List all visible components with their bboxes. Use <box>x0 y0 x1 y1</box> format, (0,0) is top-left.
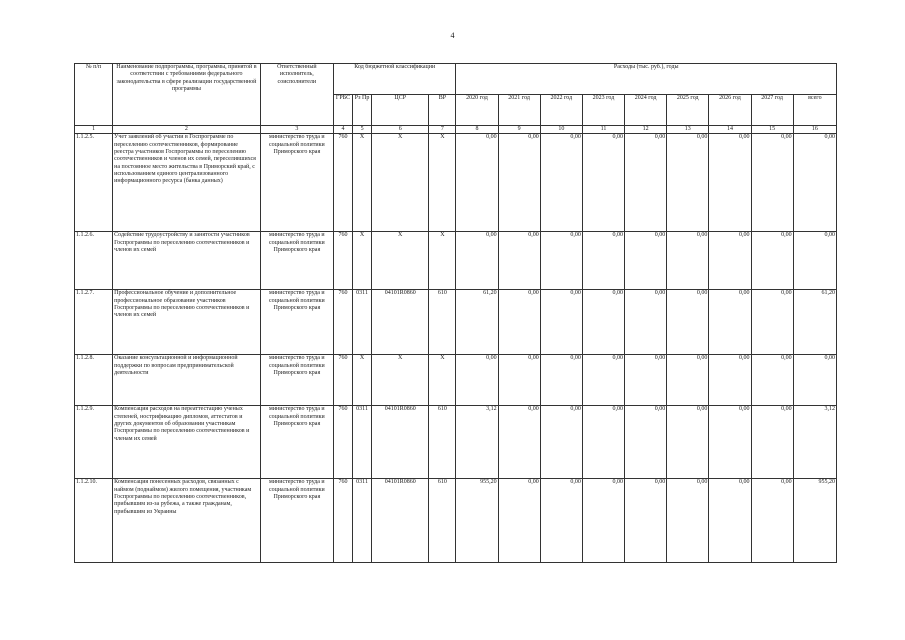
row-year-value: 0,00 <box>625 232 667 290</box>
row-year-value: 0,00 <box>540 134 582 232</box>
row-name: Компенсация расходов на переаттестацию ученых степеней, нострификацию дипломов, аттестатов и других документов об образовании участникам Госпрограммы по переселению соотечественников и членам их семей <box>113 406 261 479</box>
header-grbs: ГРБС <box>333 95 352 126</box>
row-year-value: 0,00 <box>751 134 793 232</box>
column-number: 5 <box>353 126 372 134</box>
row-rzpr: X <box>353 232 372 290</box>
row-year-value: 0,00 <box>498 406 540 479</box>
row-year-value: 0,00 <box>582 134 624 232</box>
row-year-value: 0,00 <box>582 355 624 406</box>
column-number: 14 <box>709 126 751 134</box>
row-year-value: 0,00 <box>456 355 498 406</box>
column-number: 4 <box>333 126 352 134</box>
header-num: № п/п <box>75 64 113 126</box>
row-vr: 610 <box>429 479 456 563</box>
column-number-row <box>75 126 837 134</box>
row-year-value: 0,00 <box>667 355 709 406</box>
header-csr: ЦСР <box>372 95 429 126</box>
header-year: 2022 год <box>540 95 582 126</box>
row-year-value: 0,00 <box>456 134 498 232</box>
row-name: Содействие трудоустройству и занятости участников Госпрограммы по переселению соотечественников и членов их семей <box>113 232 261 290</box>
row-year-value: 0,00 <box>709 290 751 355</box>
row-year-value: 0,00 <box>751 479 793 563</box>
table-row <box>75 134 837 232</box>
row-year-value: 0,00 <box>667 290 709 355</box>
table-row <box>75 355 837 406</box>
header-vr: ВР <box>429 95 456 126</box>
header-budget-code: Код бюджетной классификации <box>333 64 455 95</box>
row-grbs: 760 <box>333 134 352 232</box>
row-total-value: 0,00 <box>793 134 836 232</box>
row-vr: 610 <box>429 290 456 355</box>
row-year-value: 0,00 <box>540 355 582 406</box>
row-year-value: 0,00 <box>540 406 582 479</box>
row-year-value: 3,12 <box>456 406 498 479</box>
row-executor: министерство труда и социальной политики Приморского края <box>260 134 333 232</box>
row-total-value: 61,20 <box>793 290 836 355</box>
table-row <box>75 479 837 563</box>
row-rzpr: 0311 <box>353 479 372 563</box>
row-year-value: 0,00 <box>751 355 793 406</box>
column-number: 2 <box>113 126 261 134</box>
row-year-value: 0,00 <box>751 290 793 355</box>
header-expenses: Расходы (тыс. руб.), годы <box>456 64 837 95</box>
row-total-value: 0,00 <box>793 355 836 406</box>
row-number: 1.1.2.5. <box>75 134 113 232</box>
budget-table <box>74 63 837 563</box>
row-csr: X <box>372 134 429 232</box>
column-number: 12 <box>625 126 667 134</box>
header-year: 2020 год <box>456 95 498 126</box>
row-grbs: 760 <box>333 232 352 290</box>
row-number: 1.1.2.8. <box>75 355 113 406</box>
row-year-value: 0,00 <box>498 479 540 563</box>
row-year-value: 0,00 <box>667 232 709 290</box>
column-number: 15 <box>751 126 793 134</box>
header-year: 2023 год <box>582 95 624 126</box>
row-year-value: 0,00 <box>751 232 793 290</box>
row-csr: 04101R0860 <box>372 406 429 479</box>
row-csr: 04101R0860 <box>372 479 429 563</box>
column-number: 9 <box>498 126 540 134</box>
row-year-value: 0,00 <box>540 479 582 563</box>
row-year-value: 0,00 <box>751 406 793 479</box>
row-year-value: 0,00 <box>582 290 624 355</box>
row-total-value: 0,00 <box>793 232 836 290</box>
row-year-value: 0,00 <box>667 134 709 232</box>
table-row <box>75 232 837 290</box>
row-year-value: 0,00 <box>456 232 498 290</box>
table-row <box>75 290 837 355</box>
row-year-value: 0,00 <box>625 355 667 406</box>
row-executor: министерство труда и социальной политики Приморского края <box>260 290 333 355</box>
header-total: всего <box>793 95 836 126</box>
header-year: 2027 год <box>751 95 793 126</box>
column-number: 11 <box>582 126 624 134</box>
row-name: Учет заявлений об участии в Госпрограмме по переселению соотечественников, формирование реестра участников Госпрограммы по переселению соотечественников и членов их семей, переселившихся на постоянное место жительства в Приморский край, с использованием единого централизованного информационного ресурса (банка данных) <box>113 134 261 232</box>
row-grbs: 760 <box>333 406 352 479</box>
row-year-value: 0,00 <box>625 479 667 563</box>
header-name: Наименование подпрограммы, программы, принятой в соответствии с требованиями федерального законодательства в сфере реализации государственной программы <box>113 64 261 126</box>
header-year: 2024 год <box>625 95 667 126</box>
column-number: 8 <box>456 126 498 134</box>
row-year-value: 0,00 <box>709 406 751 479</box>
row-vr: X <box>429 355 456 406</box>
row-total-value: 955,20 <box>793 479 836 563</box>
column-number: 13 <box>667 126 709 134</box>
row-year-value: 0,00 <box>582 479 624 563</box>
row-year-value: 0,00 <box>625 406 667 479</box>
page-number: 4 <box>450 31 455 40</box>
row-vr: 610 <box>429 406 456 479</box>
row-executor: министерство труда и социальной политики Приморского края <box>260 479 333 563</box>
column-number: 1 <box>75 126 113 134</box>
row-vr: X <box>429 232 456 290</box>
row-year-value: 0,00 <box>667 406 709 479</box>
row-year-value: 0,00 <box>709 355 751 406</box>
row-rzpr: X <box>353 355 372 406</box>
row-csr: 04101R0860 <box>372 290 429 355</box>
row-number: 1.1.2.10. <box>75 479 113 563</box>
row-csr: X <box>372 232 429 290</box>
row-grbs: 760 <box>333 479 352 563</box>
row-year-value: 0,00 <box>498 290 540 355</box>
column-number: 3 <box>260 126 333 134</box>
column-number: 7 <box>429 126 456 134</box>
row-year-value: 0,00 <box>582 406 624 479</box>
row-year-value: 0,00 <box>582 232 624 290</box>
row-csr: X <box>372 355 429 406</box>
header-year: 2021 год <box>498 95 540 126</box>
row-executor: министерство труда и социальной политики Приморского края <box>260 406 333 479</box>
column-number: 10 <box>540 126 582 134</box>
header-year: 2025 год <box>667 95 709 126</box>
column-number: 16 <box>793 126 836 134</box>
row-year-value: 0,00 <box>709 134 751 232</box>
table-row <box>75 406 837 479</box>
row-name: Оказание консультационной и информационной поддержки по вопросам предпринимательской деятельности <box>113 355 261 406</box>
row-name: Профессиональное обучение и дополнительное профессиональное образование участников Госпрограммы по переселению соотечественников и членов их семей <box>113 290 261 355</box>
row-vr: X <box>429 134 456 232</box>
row-year-value: 0,00 <box>709 479 751 563</box>
row-year-value: 0,00 <box>498 232 540 290</box>
row-grbs: 760 <box>333 290 352 355</box>
row-number: 1.1.2.9. <box>75 406 113 479</box>
row-year-value: 0,00 <box>498 134 540 232</box>
row-year-value: 955,20 <box>456 479 498 563</box>
row-rzpr: 0311 <box>353 406 372 479</box>
row-executor: министерство труда и социальной политики Приморского края <box>260 232 333 290</box>
row-year-value: 0,00 <box>709 232 751 290</box>
column-number: 6 <box>372 126 429 134</box>
row-year-value: 0,00 <box>625 134 667 232</box>
header-executor: Ответственный исполнитель, соисполнители <box>260 64 333 126</box>
row-total-value: 3,12 <box>793 406 836 479</box>
row-name: Компенсация понесенных расходов, связанных с наймом (поднаймом) жилого помещения, участникам Госпрограммы по переселению соотечественников, прибывшим из-за рубежа, а также гражданам, прибывшим из Украины <box>113 479 261 563</box>
row-number: 1.1.2.7. <box>75 290 113 355</box>
row-year-value: 0,00 <box>498 355 540 406</box>
row-rzpr: X <box>353 134 372 232</box>
row-grbs: 760 <box>333 355 352 406</box>
row-rzpr: 0311 <box>353 290 372 355</box>
row-year-value: 61,20 <box>456 290 498 355</box>
row-executor: министерство труда и социальной политики Приморского края <box>260 355 333 406</box>
row-number: 1.1.2.6. <box>75 232 113 290</box>
header-rzpr: Рз Пр <box>353 95 372 126</box>
row-year-value: 0,00 <box>625 290 667 355</box>
row-year-value: 0,00 <box>667 479 709 563</box>
row-year-value: 0,00 <box>540 232 582 290</box>
row-year-value: 0,00 <box>540 290 582 355</box>
header-year: 2026 год <box>709 95 751 126</box>
